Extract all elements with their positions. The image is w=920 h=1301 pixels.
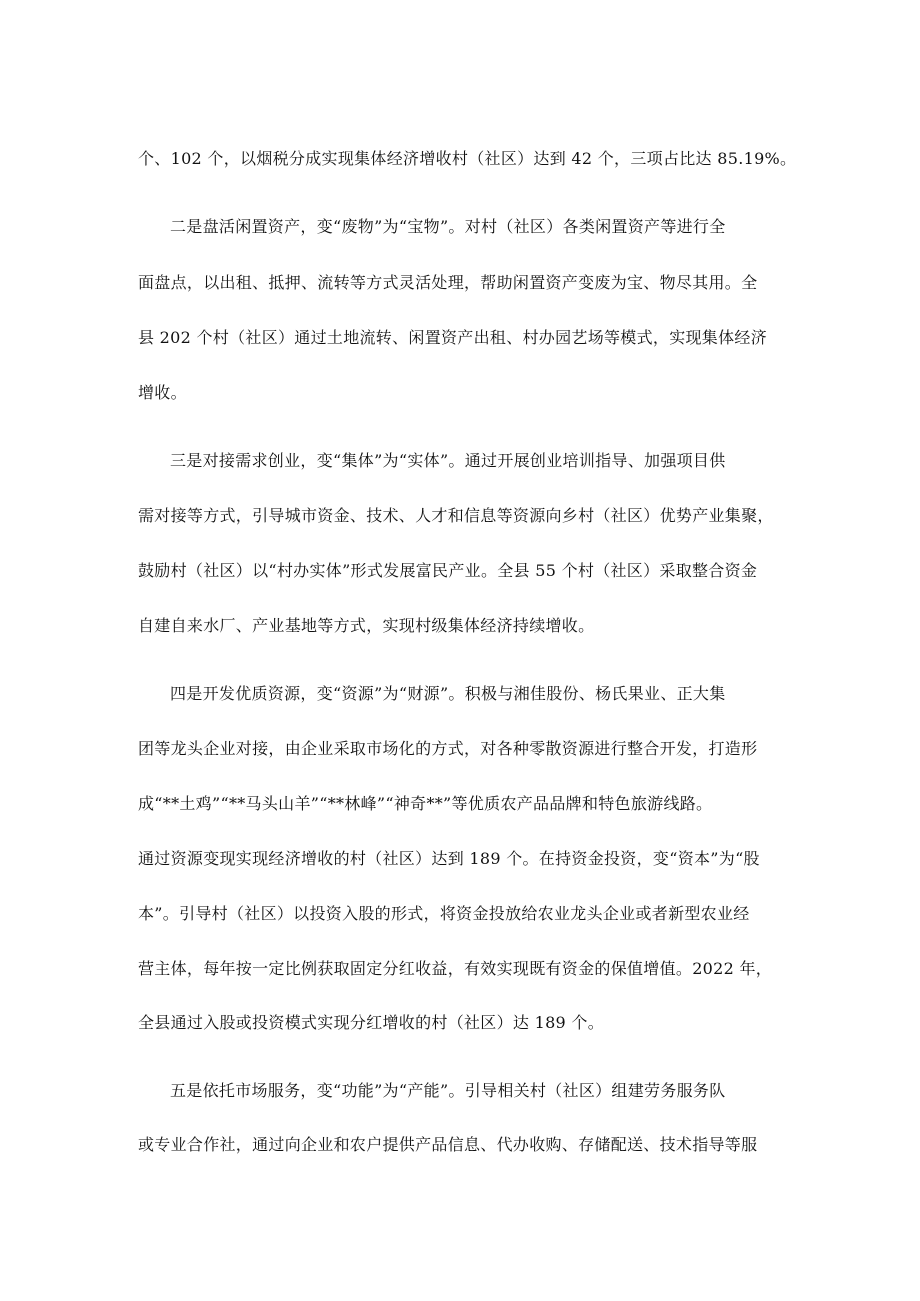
paragraph-4-line-5: 本”。引导村（社区）以投资入股的形式，将资金投放给农业龙头企业或者新型农业经	[138, 904, 750, 923]
paragraph-4-line-4: 通过资源变现实现经济增收的村（社区）达到 189 个。在持资金投资，变“资本”为“股	[138, 849, 760, 868]
paragraph-5-line-2: 或专业合作社，通过向企业和农户提供产品信息、代办收购、存储配送、技术指导等服	[138, 1135, 758, 1154]
paragraph-4-line-6: 营主体，每年按一定比例获取固定分红收益，有效实现既有资金的保值增值。2022 年，	[138, 959, 773, 978]
paragraph-1-line-1: 个、102 个，以烟税分成实现集体经济增收村（社区）达到 42 个，三项占比达 85.19%。	[138, 149, 797, 168]
paragraph-4-line-7: 全县通过入股或投资模式实现分红增收的村（社区）达 189 个。	[138, 1013, 605, 1032]
paragraph-4-line-1: 四是开发优质资源，变“资源”为“财源”。积极与湘佳股份、杨氏果业、正大集	[170, 684, 726, 703]
paragraph-2-line-3: 县 202 个村（社区）通过土地流转、闲置资产出租、村办园艺场等模式，实现集体经济	[138, 328, 768, 347]
paragraph-3-line-1: 三是对接需求创业，变“集体”为“实体”。通过开展创业培训指导、加强项目供	[170, 451, 726, 470]
paragraph-5-line-1: 五是依托市场服务，变“功能”为“产能”。引导相关村（社区）组建劳务服务队	[170, 1081, 726, 1100]
paragraph-2-line-1: 二是盘活闲置资产，变“废物”为“宝物”。对村（社区）各类闲置资产等进行全	[170, 217, 726, 236]
paragraph-2-line-4: 增收。	[138, 383, 187, 402]
paragraph-3-line-4: 自建自来水厂、产业基地等方式，实现村级集体经济持续增收。	[138, 616, 595, 635]
paragraph-2-line-2: 面盘点，以出租、抵押、流转等方式灵活处理，帮助闲置资产变废为宝、物尽其用。全	[138, 273, 758, 292]
paragraph-3-line-2: 需对接等方式，引导城市资金、技术、人才和信息等资源向乡村（社区）优势产业集聚，	[138, 506, 774, 525]
paragraph-3-line-3: 鼓励村（社区）以“村办实体”形式发展富民产业。全县 55 个村（社区）采取整合资金	[138, 561, 758, 580]
paragraph-4-line-2: 团等龙头企业对接，由企业采取市场化的方式，对各种零散资源进行整合开发，打造形	[138, 739, 758, 758]
paragraph-4-line-3: 成“**土鸡”“**马头山羊”“**林峰”“神奇**”等优质农产品品牌和特色旅游线路。	[138, 794, 713, 813]
